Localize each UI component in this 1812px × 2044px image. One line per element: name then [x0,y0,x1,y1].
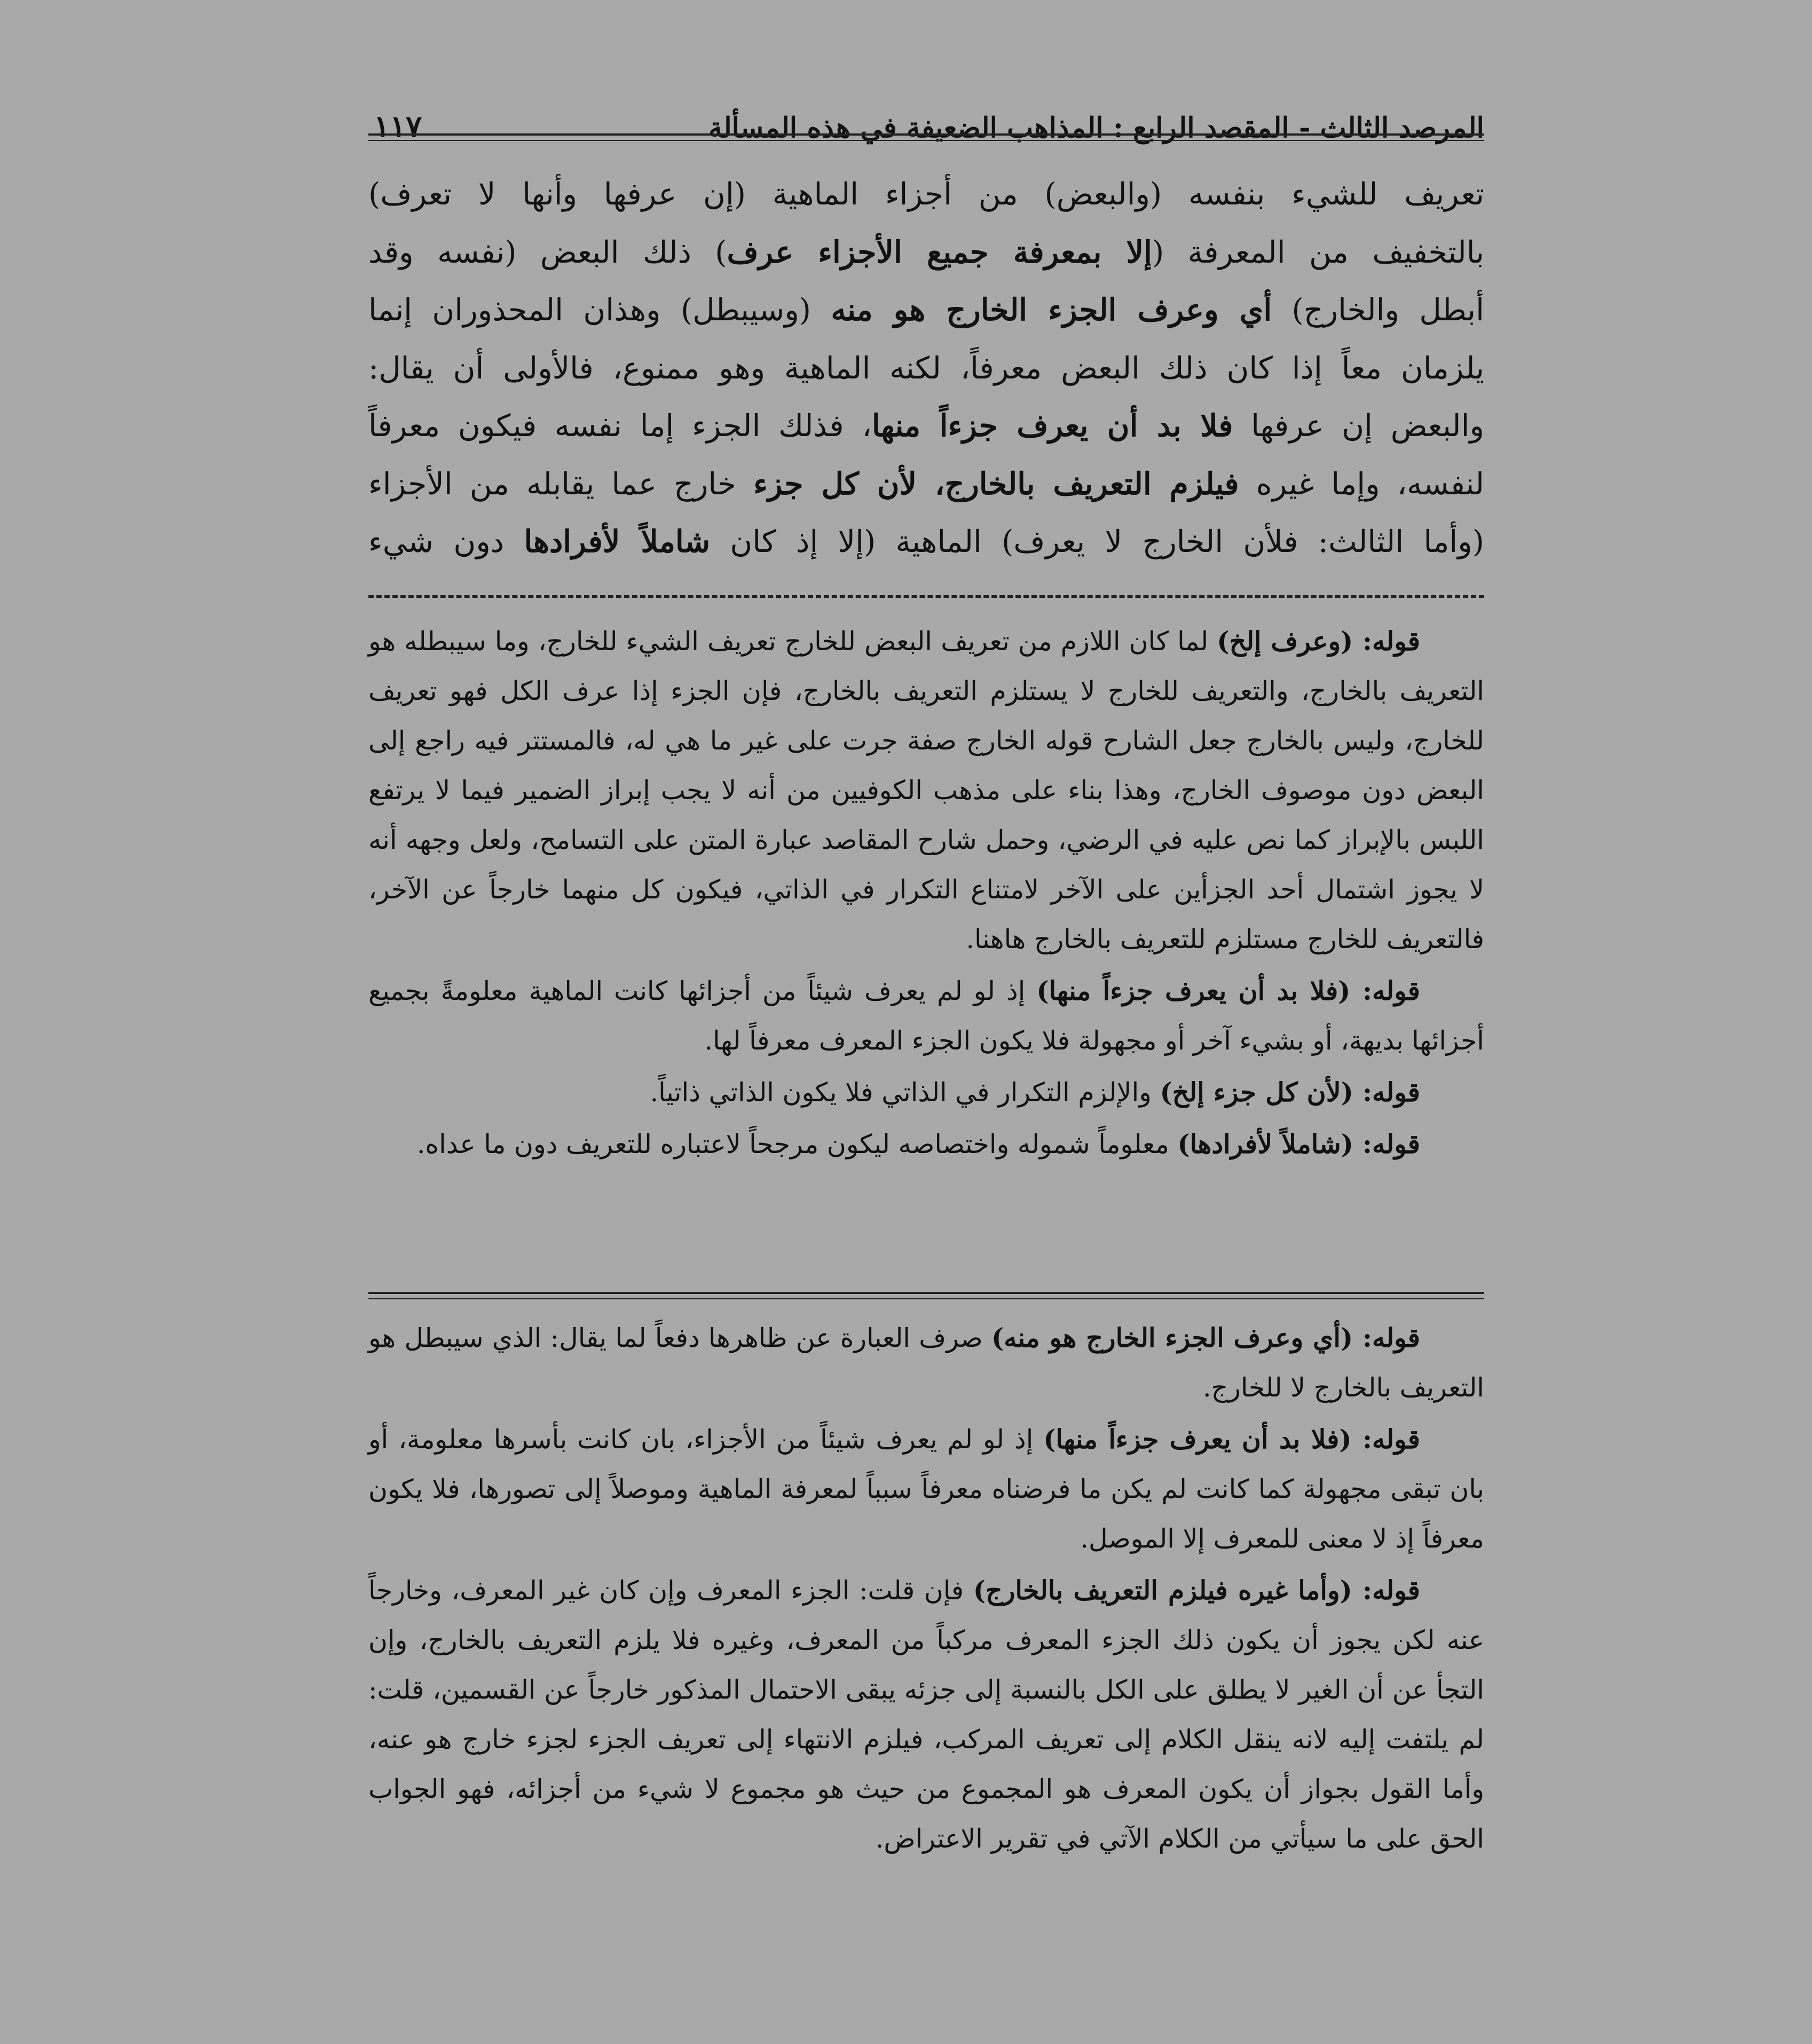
text-run: تعريف للشيء بنفسه (والبعض) من أجزاء الماهية (إن عرفها وأنها لا تعرف) [368,177,1484,212]
text-run: يلزمان معاً إذا كان ذلك البعض معرفاً، لكنه الماهية وهو ممنوع، فالأولى أن يقال: [368,350,1485,386]
text-line [368,340,1484,398]
bold-phrase: إلا بمعرفة جميع الأجزاء عرف [727,234,1152,270]
dashed-separator [368,595,1484,598]
bold-phrase: قوله: (شاملاً لأفرادها) [1177,1128,1420,1159]
text-run: خارج عما يقابله من الأجزاء [368,466,754,502]
text-line [368,397,1484,455]
gloss-section-2 [368,1313,1484,1866]
text-run: أبطل والخارج) [1272,293,1484,328]
bold-phrase: أي وعرف الجزء الخارج هو منه [831,292,1272,328]
bold-phrase: قوله: (فلا بد أن يعرف جزءاً منها) [1036,975,1421,1006]
text-run: ، فذلك الجزء إما نفسه فيكون معرفاً [368,408,872,444]
bold-phrase: قوله: (أي وعرف الجزء الخارج هو منه) [991,1322,1420,1353]
bold-phrase: قوله: (وعرف إلخ) [1217,626,1420,657]
gloss-paragraph [368,966,1484,1066]
section-rule [368,1292,1484,1299]
text-line [368,455,1484,514]
text-run: (وأما الثالث: فلأن الخارج لا يعرف) الماهية (إلا إذ كان [710,524,1485,559]
text-run: (وسيبطل) وهذان المحذوران إنما [368,293,831,328]
bold-phrase: فلا بد أن يعرف جزءاً منها [871,408,1233,444]
gloss-paragraph [368,1415,1484,1564]
bold-phrase: شاملاً لأفرادها [524,524,711,559]
text-line [368,281,1484,340]
text-run: والبعض إن عرفها [1233,408,1484,444]
gloss-paragraph [368,1068,1484,1117]
text-run: ) ذلك البعض (نفسه وقد [368,234,727,270]
text-run: دون شيء [368,524,524,559]
book-page [368,80,1484,1980]
header-title: المرصد الثالث - المقصد الرابع : المذاهب الضعيفة في هذه المسألة [708,112,1484,144]
text-line [368,513,1484,571]
main-text [368,165,1484,571]
bold-phrase: قوله: (فلا بد أن يعرف جزءاً منها) [1043,1424,1420,1455]
gloss-paragraph [368,1119,1484,1169]
gloss-paragraph [368,1313,1484,1412]
text-run: فإن قلت: الجزء المعرف وإن كان غير المعرف، وخارجاً عنه لكن يجوز أن يكون ذلك الجزء المعرف مركباً من المعرف، وغيره فلا يلزم التعريف بالخارج، وإن التجأ عن أن الغير لا يطلق على الكل بالنسبة إلى جزئه يبقى الاحتمال المذكور خارجاً عن القسمين، قلت: لم يلتفت إليه لانه ينقل الكلام إلى تعريف المركب، فيلزم الانتهاء إلى تعريف الجزء لجزء خارج هو عنه، وأما القول بجواز أن يكون المعرف هو المجموع من حيث هو مجموع لا شيء من أجزائه، فهو الجواب الحق على ما سيأتي من الكلام الآتي في تقرير الاعتراض. [368,1575,1484,1854]
gloss-paragraph [368,617,1484,964]
gloss-paragraph [368,1566,1484,1864]
text-run: لنفسه، وإما غيره [1239,466,1484,502]
text-line [368,165,1484,224]
text-run: بالتخفيف من المعرفة ( [1152,234,1484,270]
text-line [368,224,1484,282]
text-run: معلوماً شموله واختصاصه ليكون مرجحاً لاعتباره للتعريف دون ما عداه. [416,1129,1178,1159]
bold-phrase: قوله: (لأن كل جزء إلخ) [1160,1077,1420,1108]
header-rule [368,133,1484,141]
page-number: ١١٧ [374,109,422,144]
bold-phrase: فيلزم التعريف بالخارج، لأن كل جزء [753,465,1239,502]
text-run: لما كان اللازم من تعريف البعض للخارج تعريف الشيء للخارج، وما سيبطله هو التعريف بالخارج، والتعريف للخارج لا يستلزم التعريف بالخارج، فإن الجزء إذا عرف الكل فهو تعريف للخارج، وليس بالخارج جعل الشارح قوله الخارج صفة جرت على غير ما هي له، فالمستتر فيه راجع إلى البعض دون موصوف الخارج، وهذا بناء على مذهب الكوفيين من أنه لا يجب إبراز الضمير فيما لا يرتفع اللبس بالإبراز كما نص عليه في الرضي، وحمل شارح المقاصد عبارة المتن على التسامح، ولعل وجهه أنه لا يجوز اشتمال أحد الجزأين على الآخر لامتناع التكرار في الذاتي، فيكون كل منهما خارجاً عن الآخر، فالتعريف للخارج مستلزم للتعريف بالخارج هاهنا. [368,626,1484,954]
text-run: إذ لو لم يعرف شيئاً من الأجزاء، بان كانت بأسرها معلومة، أو بان تبقى مجهولة كما كانت لم يكن ما فرضناه معرفاً سبباً لمعرفة الماهية وموصلاً إلى تصورها، فلا يكون معرفاً إذ لا معنى للمعرف إلا الموصل. [368,1424,1484,1554]
bold-phrase: قوله: (وأما غيره فيلزم التعريف بالخارج) [973,1575,1421,1606]
text-run: والإلزم التكرار في الذاتي فلا يكون الذاتي ذاتياً. [650,1077,1160,1108]
gloss-section-1 [368,617,1484,1171]
text-run: إذ لو لم يعرف شيئاً من أجزائها كانت الماهية معلومةً بجميع أجزائها بديهة، أو بشيء آخر أو مجهولة فلا يكون الجزء المعرف معرفاً لها. [368,976,1484,1056]
text-run: صرف العبارة عن ظاهرها دفعاً لما يقال: الذي سيبطل هو التعريف بالخارج لا للخارج. [368,1323,1484,1403]
